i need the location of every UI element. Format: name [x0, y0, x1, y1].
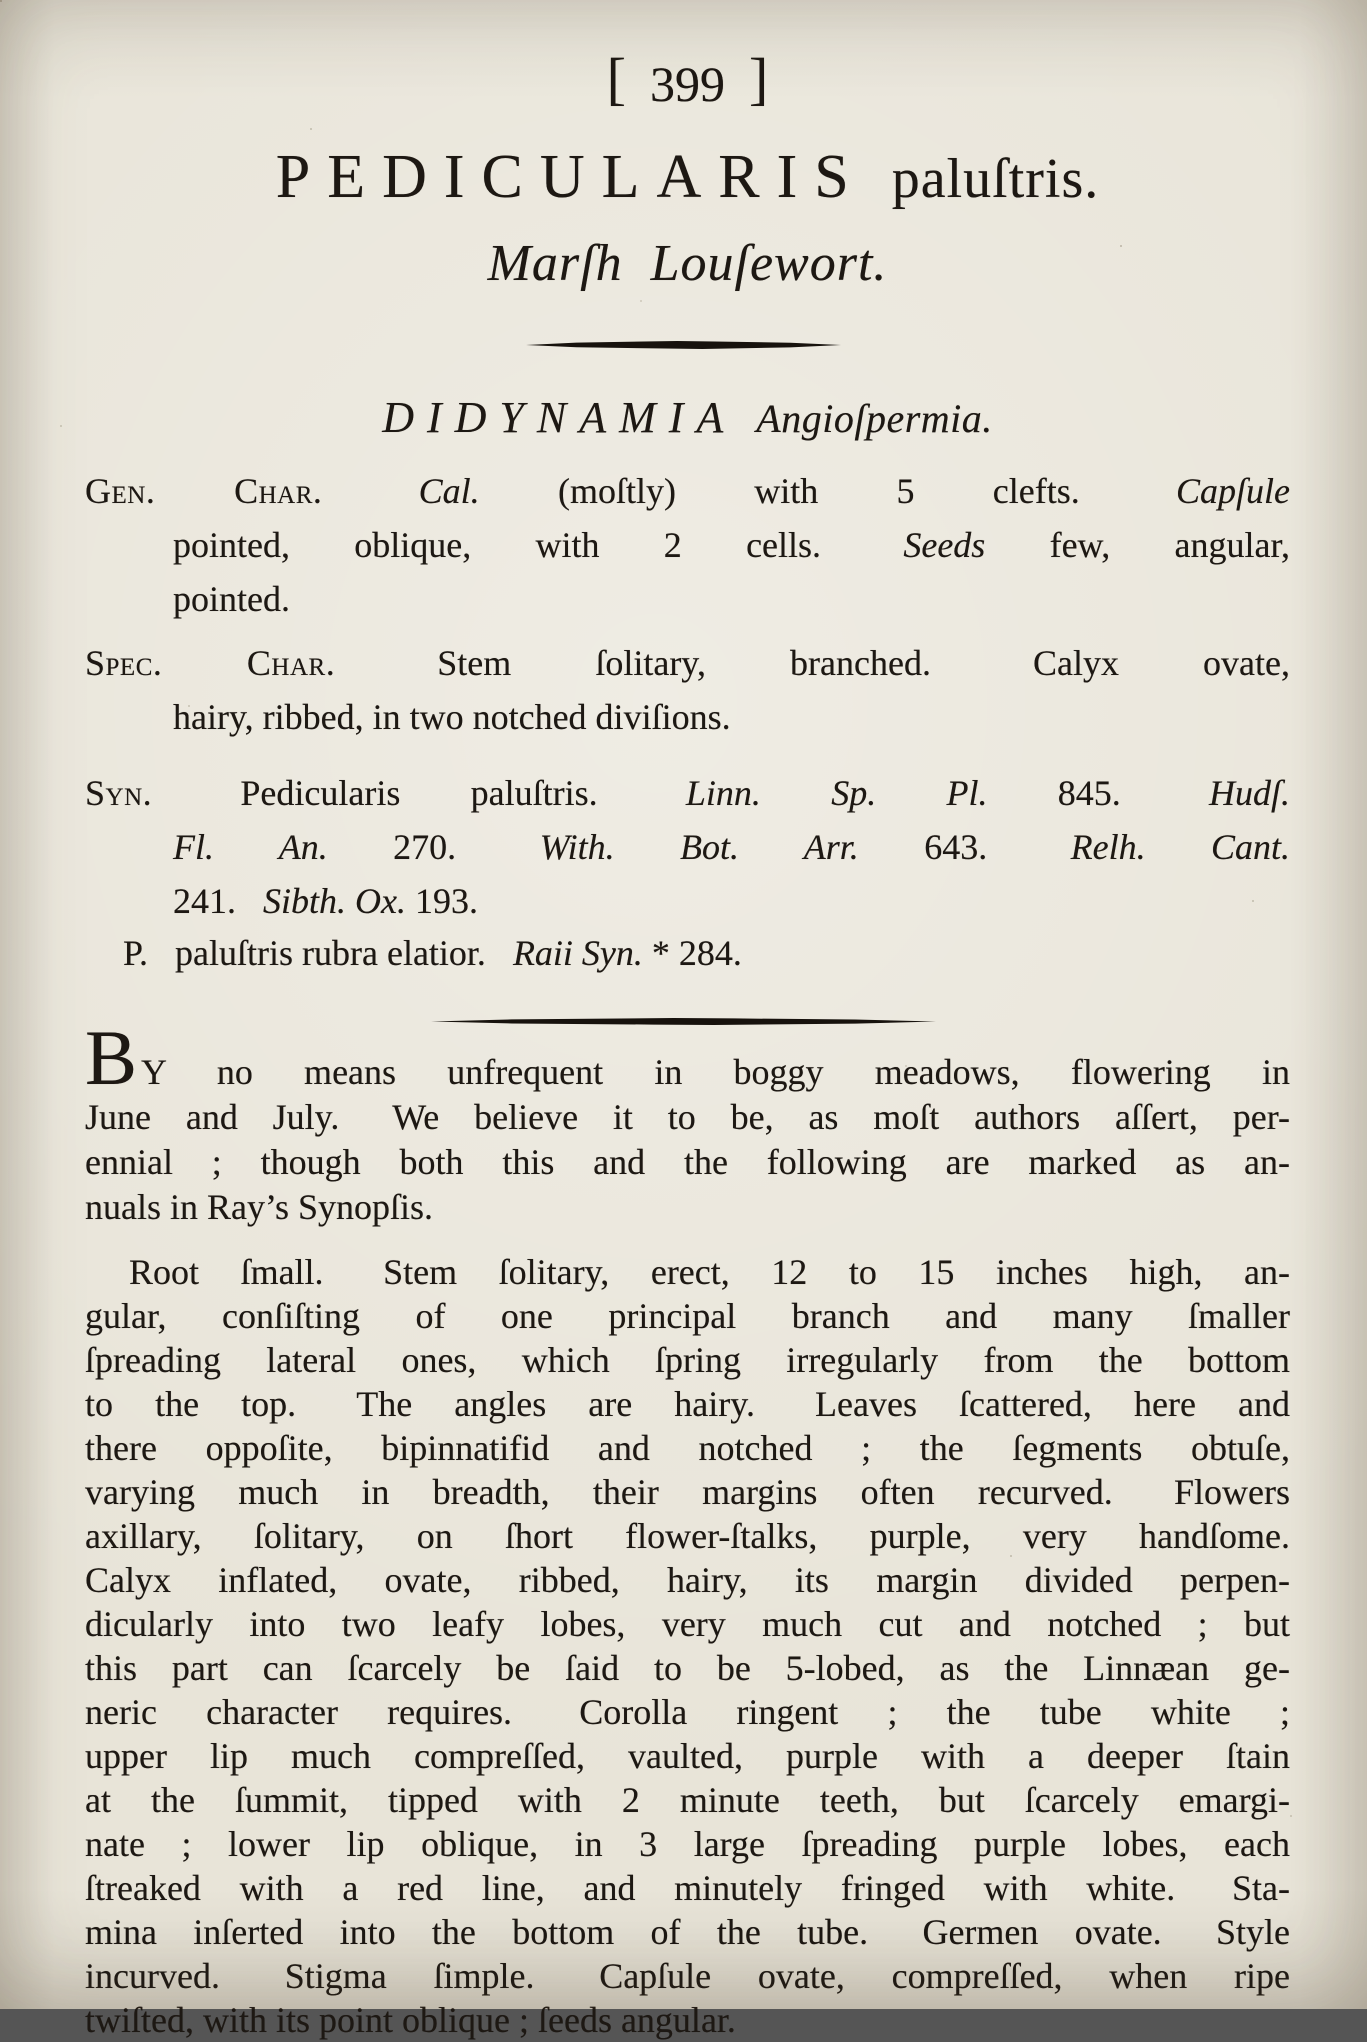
section-generic-character	[85, 464, 1290, 626]
species-epithet: paluſtris.	[891, 148, 1100, 210]
text-line: there oppoſite, bipinnatifid and notched ; the ſegments obtuſe,	[85, 1428, 1290, 1468]
text-line: hairy, ribbed, in two notched diviſions.	[173, 697, 731, 737]
text-line: June and July. We believe it to be, as moſt authors aſſert, per-	[85, 1097, 1290, 1137]
text-line: ſtreaked with a red line, and minutely fringed with white. Sta-	[85, 1868, 1290, 1908]
text-line: pointed.	[173, 579, 290, 619]
text-line: Syn. Pedicularis paluſtris. Linn. Sp. Pl. 845. Hudſ.	[85, 773, 1291, 813]
text-line: at the ſummit, tipped with 2 minute teeth, but ſcarcely emargi-	[85, 1780, 1290, 1820]
text-line: axillary, ſolitary, on ſhort flower-ſtalks, purple, very handſome.	[85, 1516, 1290, 1556]
common-name: Marſh Louſewort.	[487, 235, 888, 292]
text-line: upper lip much compreſſed, vaulted, purple with a deeper ſtain	[85, 1736, 1290, 1776]
text-line: incurved. Stigma ſimple. Capſule ovate, compreſſed, when ripe	[85, 1956, 1290, 1996]
linnaean-class: DIDYNAMIA	[382, 393, 737, 442]
page-number	[85, 46, 1290, 114]
text-line: dicularly into two leafy lobes, very much cut and notched ; but	[85, 1604, 1290, 1644]
swelled-rule-divider-middle	[431, 1018, 936, 1025]
text-line: Fl. An. 270. With. Bot. Arr. 643. Relh. Cant.	[173, 827, 1291, 867]
text-line: ennial ; though both this and the following are marked as an-	[85, 1142, 1290, 1182]
text-line: Spec. Char. Stem ſolitary, branched. Calyx ovate,	[85, 643, 1290, 683]
body-paragraph-2	[85, 1250, 1290, 2042]
text-line: pointed, oblique, with 2 cells. Seeds few, angular,	[173, 525, 1291, 565]
text-line: P. paluſtris rubra elatior. Raii Syn. * 284.	[123, 933, 742, 973]
page-number-bracket-open: [	[606, 46, 626, 111]
text-line: this part can ſcarcely be ſaid to be 5-lobed, as the Linnæan ge-	[85, 1648, 1290, 1688]
text-line: Gen. Char. Cal. (moſtly) with 5 clefts. Capſule	[85, 471, 1290, 511]
linnaean-order: Angioſpermia.	[756, 396, 993, 441]
section-synonym-alt	[85, 926, 1290, 980]
text-line: to the top. The angles are hairy. Leaves ſcattered, here and	[85, 1384, 1290, 1424]
text-line: neric character requires. Corolla ringent ; the tube white ;	[85, 1692, 1290, 1732]
text-line: Calyx inflated, ovate, ribbed, hairy, its margin divided perpen-	[85, 1560, 1290, 1600]
classification-line	[85, 394, 1290, 442]
text-line: nate ; lower lip oblique, in 3 large ſpreading purple lobes, each	[85, 1824, 1290, 1864]
text-line: ſpreading lateral ones, which ſpring irregularly from the bottom	[85, 1340, 1290, 1380]
page-number-value: 399	[650, 56, 725, 112]
text-line: gular, conſiſting of one principal branch and many ſmaller	[85, 1296, 1290, 1336]
body-paragraph-1	[85, 1014, 1290, 1230]
text-line: nuals in Ray’s Synopſis.	[85, 1187, 434, 1227]
text-line: Root ſmall. Stem ſolitary, erect, 12 to 15 inches high, an-	[129, 1252, 1290, 1292]
genus-name: PEDICULARIS	[275, 143, 866, 211]
section-synonyms	[85, 766, 1290, 928]
page-number-bracket-close: ]	[749, 46, 769, 111]
text-line: varying much in breadth, their margins often recurved. Flowers	[85, 1472, 1290, 1512]
paper-specks	[0, 0, 2, 2]
text-line: B Y no means unfrequent in boggy meadows, flowering in	[85, 1014, 1290, 1101]
text-line: mina inſerted into the bottom of the tube. Germen ovate. Style	[85, 1912, 1290, 1952]
text-line: twiſted, with its point oblique ; ſeeds angular.	[85, 2000, 736, 2040]
page-title	[85, 143, 1290, 211]
section-specific-character	[85, 636, 1290, 744]
text-line: 241. Sibth. Ox. 193.	[173, 881, 478, 921]
swelled-rule-divider-top	[526, 341, 841, 349]
